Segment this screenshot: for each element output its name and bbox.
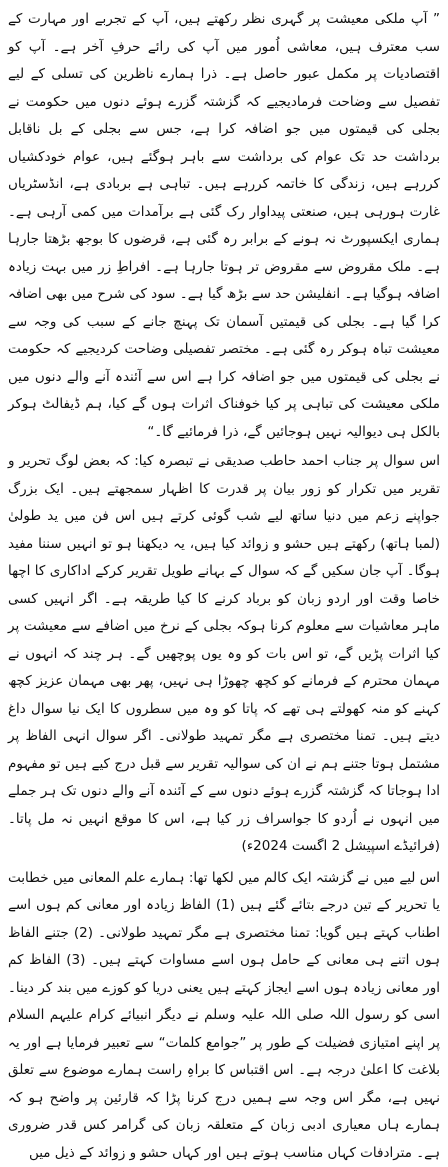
rhetoric-paragraph: اس لیے میں نے گزشتہ ایک کالم میں لکھا تھا: ہمارے علم المعانی میں خطابت یا تحریر کے تین درجے بتائے گئے ہیں (1) الفاظ زیادہ اور معانی کم ہوں اسے اطناب کہتے ہیں گویا: تمنا مختصری ہے مگر تمہید طولانی۔ (2) جتنے الفاظ ہوں اتنے ہی معانی کے حامل ہوں اسے مساوات کہتے ہیں۔ (3) الفاظ کم اور معانی زیادہ ہوں اسے ایجاز کہتے ہیں یعنی دریا کو کوزے میں بند کر دینا۔ اسی کو رسول اللہ صلی اللہ علیہ وسلم نے دیگر انبیائے کرام علیہم السلام پر اپنے امتیازی فضیلت کے طور پر ”جوامع کلمات“ سے تعبیر فرمایا ہے اور یہ بلاغت کا اعلیٰ درجہ ہے۔ اس اقتباس کا براہِ راست ہمارے موضوع سے تعلق نہیں ہے، مگر اس وجہ سے ہمیں درج کرنا پڑا کہ قارئین پر واضح ہو کہ ہمارے ہاں معیاری ادبی زبان کے متعلقہ زبان کی گرامر کس قدر ضروری ہے۔ مترادفات کہاں مناسب ہوتے ہیں اور کہاں حشو و زوائد کے ذیل میں	[8, 865, 440, 1167]
commentary-paragraph: اس سوال پر جناب احمد حاطب صدیقی نے تبصرہ کیا: کہ بعض لوگ تحریر و تقریر میں تکرار کو زور بیان پر قدرت کا اظہار سمجھتے ہیں۔ ایک بزرگ جواپنے زعم میں دنیا ساتھ لیے شب گوئی کرتے ہیں اس فن میں ید طولیٰ (لمبا ہاتھ) رکھتے ہیں حشو و زوائد کیا ہیں، یہ دیکھنا ہو تو انہیں سننا مفید ہوگا۔ آپ جان سکیں گے کہ سوال کے بہانے طویل تقریر کرکے اداکاری کا اچھا خاصا وقت اور اردو زبان کو برباد کرنے کا کیا طریقہ ہے۔ اگر انہیں کسی ماہر معاشیات سے معلوم کرنا ہوکہ بجلی کے نرخ میں اضافے سے معیشت پر کیا اثرات پڑیں گے، تو اس بات کو وہ یوں پوچھیں گے۔ ہر چند کہ انہوں نے مہمان محترم کے فرمانے کو کچھ چھوڑا ہی نہیں، پھر بھی مہمان عزیز کچھ کہنے کو منہ کھولتے ہی تھے کہ پاتا کو وہ میں سطروں کا ایک نیا سوال داغ دیتے ہیں۔ تمنا مختصری ہے مگر تمہید طولانی۔ اگر سوال انہی الفاظ پر مشتمل ہوتا جتنے ہم نے ان کی سوالیہ تقریر سے قبل درج کیے ہیں تو مفہوم ادا ہوجاتا کہ گزشتہ گزرے ہوئے دنوں سے کے آئندہ آنے والے دنوں تک ہر جملے میں انہوں نے اُردو کا جواسراف زر کیا ہے، اس کا موقع انہیں نہ مل پاتا۔ (فرائیڈے اسپیشل 2 اگست 2024ء)	[8, 448, 440, 861]
quoted-question-paragraph: ” آپ ملکی معیشت پر گہری نظر رکھتے ہیں، آپ کے تجربے اور مہارت کے سب معترف ہیں، معاشی اُمور میں آپ کی رائے حرفِ آخر ہے۔ آپ کو اقتصادیات پر مکمل عبور حاصل ہے۔ ذرا ہمارے ناظرین کی تسلی کے لیے تفصیل سے وضاحت فرمادیجیے کہ گزشتہ گزرے ہوئے دنوں میں حکومت نے بجلی کی قیمتوں میں جو اضافہ کرا ہے، جس سے بجلی کے بل ناقابل برداشت حد تک عوام کی برداشت سے باہر ہوگئے ہیں، عوام خودکشیاں کررہے ہیں، زندگی کا خاتمہ کررہے ہیں۔ تباہی ہے بربادی ہے، انڈسٹریاں غارت ہورہی ہیں، صنعتی پیداوار رک گئی ہے برآمدات میں کمی آرہی ہے۔ ہماری ایکسپورٹ نہ ہونے کے برابر رہ گئی ہے، قرضوں کا بوجھ بڑھتا جارہا ہے۔ ملک مقروض سے مقروض تر ہوتا جارہا ہے۔ افراطِ زر میں بہت زیادہ اضافہ ہوگیا ہے۔ انفلیشن حد سے بڑھ گیا ہے۔ سود کی شرح میں بھی اضافہ کرا گیا ہے۔ بجلی کی قیمتیں آسمان تک پہنچ جانے کے سبب کی وجہ سے معیشت تباہ ہوکر رہ گئی ہے۔ مختصر تفصیلی وضاحت کردیجیے کہ حکومت نے بجلی کی قیمتوں میں جو اضافہ کرا ہے اس سے آئندہ آنے والے دنوں میں ملکی معیشت کی تباہی پر کیا خوفناک اثرات ہوں گے کیا، ہم ڈیفالٹ ہوکر بالکل ہی دیوالیہ نہیں ہوجائیں گے، ذرا فرمائیے گا۔“	[8, 6, 440, 446]
